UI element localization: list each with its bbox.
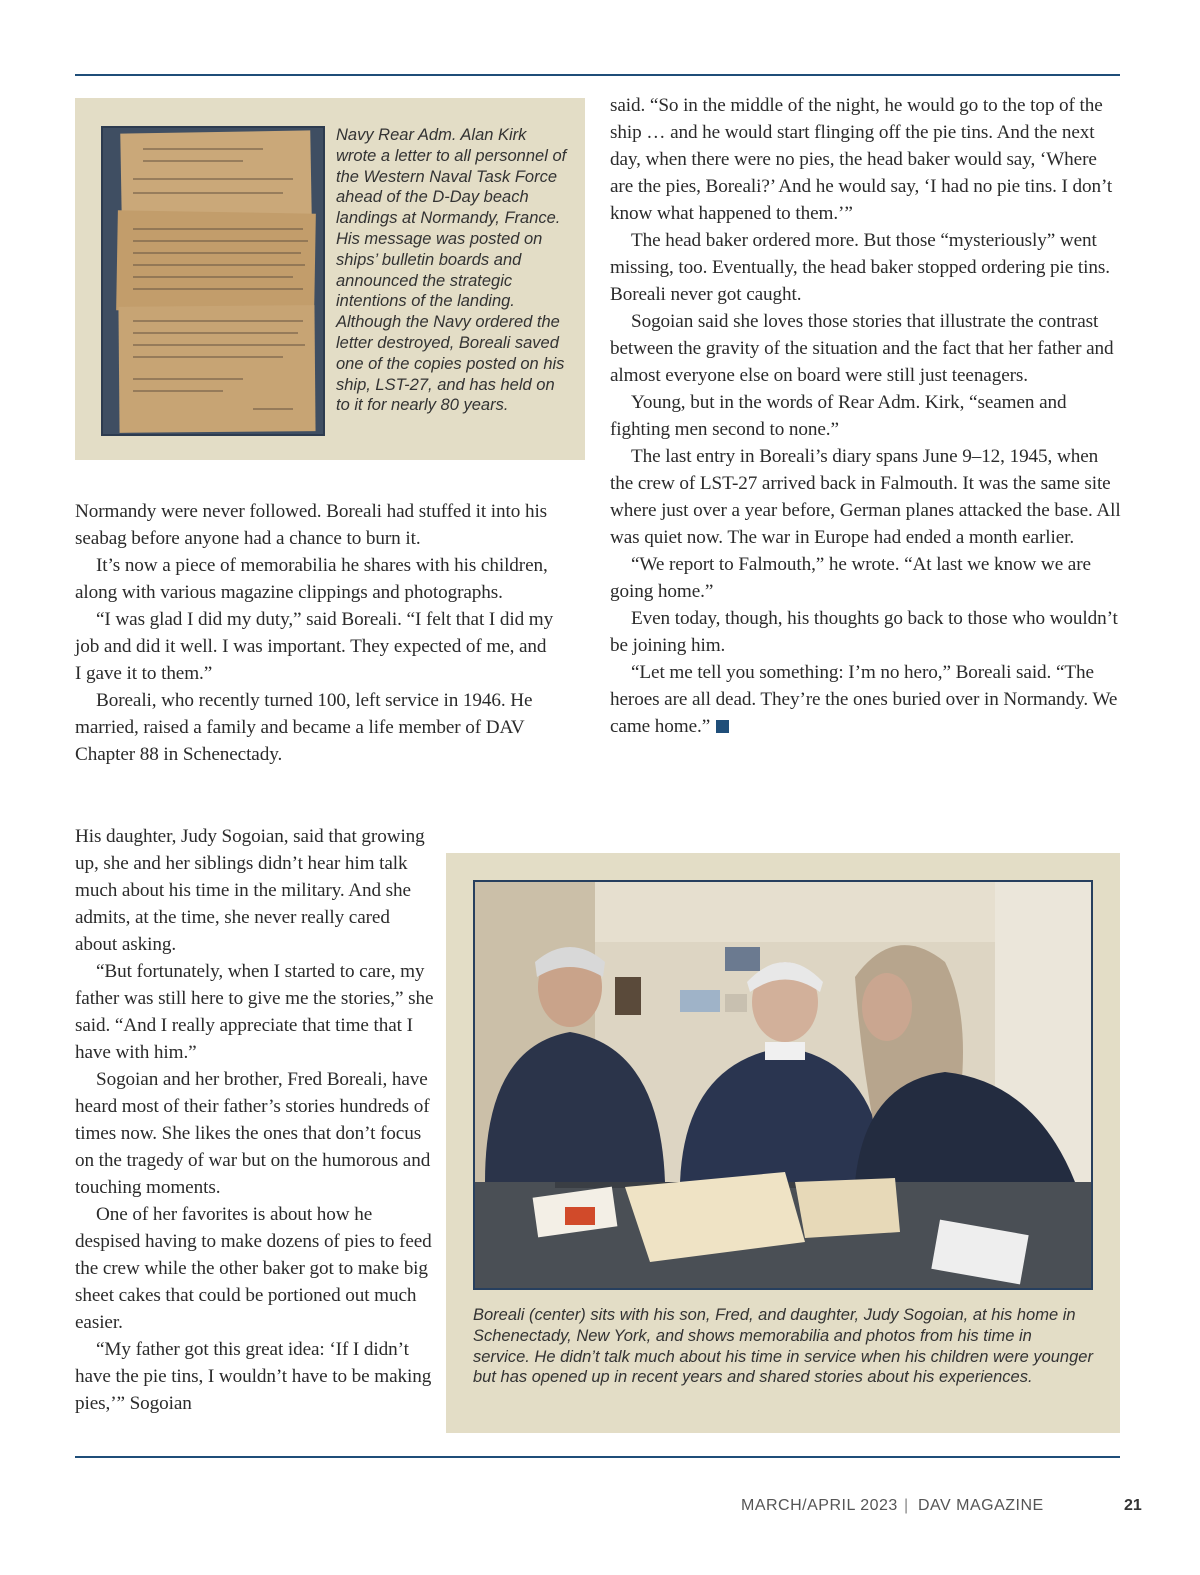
paragraph: Young, but in the words of Rear Adm. Kirk, “seamen and fighting men second to none.” bbox=[610, 392, 1067, 440]
footer-issue: MARCH/APRIL 2023 bbox=[741, 1497, 898, 1514]
paragraph: His daughter, Judy Sogoian, said that growing up, she and her siblings didn’t hear him talk much about his time in the military. And she admits, at the time, she never really cared about asking. bbox=[75, 826, 425, 955]
family-photo-illustration bbox=[475, 882, 1091, 1288]
top-rule bbox=[75, 74, 1120, 76]
bottom-rule bbox=[75, 1456, 1120, 1458]
end-mark-icon bbox=[716, 720, 729, 733]
paragraph: The head baker ordered more. But those “mysteriously” went missing, too. Eventually, the head baker stopped ordering pie tins. Boreali never got caught. bbox=[610, 230, 1110, 305]
paragraph: Sogoian and her brother, Fred Boreali, have heard most of their father’s stories hundreds of times now. She likes the ones that don’t focus on the tragedy of war but on the humorous and touching moments. bbox=[75, 1069, 431, 1198]
last-paragraph-text: “Let me tell you something: I’m no hero,” Boreali said. “The heroes are all dead. They’re the ones buried over in Normandy. We came home.” bbox=[610, 662, 1118, 737]
article-column-left-top bbox=[75, 498, 555, 768]
paragraph: said. “So in the middle of the night, he would go to the top of the ship … and he would start flinging off the pie tins. And the next day, when there were no pies, the head baker would say, ‘Where are the pies, Boreali?’ And he would say, ‘I had no pie tins. I don’t know what happened to them.’” bbox=[610, 95, 1113, 224]
family-photo bbox=[473, 880, 1093, 1290]
footer-magazine: DAV MAGAZINE bbox=[918, 1497, 1044, 1514]
letter-caption: Navy Rear Adm. Alan Kirk wrote a letter to all personnel of the Western Naval Task Force ahead of the D-Day beach landings at Normandy, France. His message was posted on ships’ bulletin boards and announced the strategic intentions of the landing. Although the Navy ordered the letter destroyed, Boreali saved one of the copies posted on his ship, LST-27, and has held on to it for nearly 80 years. bbox=[336, 126, 567, 415]
letter-photo bbox=[101, 126, 325, 436]
paragraph: Sogoian said she loves those stories that illustrate the contrast between the gravity of the situation and the fact that her father and almost everyone else on board were still just teenagers. bbox=[610, 311, 1114, 386]
paragraph: Boreali, who recently turned 100, left service in 1946. He married, raised a family and became a life member of DAV Chapter 88 in Schenectady. bbox=[75, 690, 533, 765]
paragraph: “But fortunately, when I started to care, my father was still here to give me the stories,” she said. “And I really appreciate that time that I have with him.” bbox=[75, 961, 434, 1063]
paragraph: The last entry in Boreali’s diary spans June 9–12, 1945, when the crew of LST-27 arrived back in Falmouth. It was the same site where just over a year before, German planes attacked the base. All was quiet now. The war in Europe had ended a month earlier. bbox=[610, 446, 1121, 548]
paragraph: “My father got this great idea: ‘If I didn’t have the pie tins, I wouldn’t have to be making pies,’” Sogoian bbox=[75, 1339, 432, 1414]
paragraph: “We report to Falmouth,” he wrote. “At last we know we are going home.” bbox=[610, 554, 1091, 602]
paragraph: Even today, though, his thoughts go back to those who wouldn’t be joining him. bbox=[610, 608, 1118, 656]
page-number: 21 bbox=[1124, 1497, 1142, 1514]
paragraph: Normandy were never followed. Boreali had stuffed it into his seabag before anyone had a chance to burn it. bbox=[75, 501, 548, 549]
article-column-left-bottom bbox=[75, 823, 435, 1417]
paragraph: One of her favorites is about how he despised having to make dozens of pies to feed the crew while the other baker got to make big sheet cakes that could be portioned out much easier. bbox=[75, 1204, 432, 1333]
article-column-right bbox=[610, 92, 1122, 740]
paragraph-last bbox=[610, 659, 1122, 740]
footer-separator: | bbox=[904, 1497, 909, 1514]
paragraph: “I was glad I did my duty,” said Boreali. “I felt that I did my job and did it well. I was important. They expected of me, and I gave it to them.” bbox=[75, 609, 554, 684]
photo-caption: Boreali (center) sits with his son, Fred, and daughter, Judy Sogoian, at his home in Schenectady, New York, and shows memorabilia and photos from his time in service. He didn’t talk much about his time in service when his children were younger but has opened up in recent years and shared stories about his experiences. bbox=[473, 1306, 1093, 1387]
paragraph: It’s now a piece of memorabilia he shares with his children, along with various magazine clippings and photographs. bbox=[75, 555, 548, 603]
